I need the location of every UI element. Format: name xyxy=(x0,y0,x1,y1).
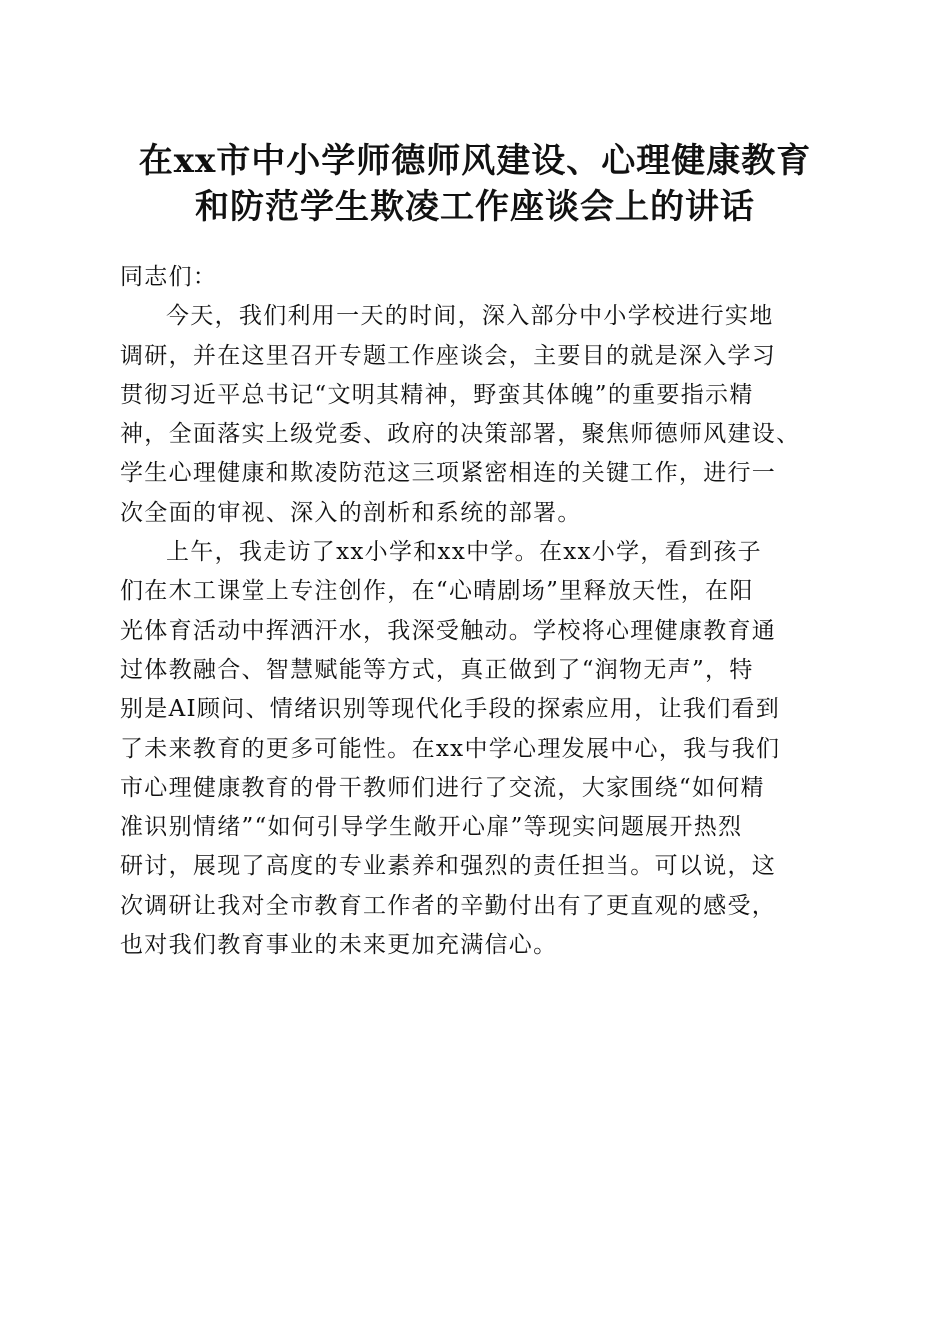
paragraph-1 xyxy=(120,297,825,533)
paragraph-line: 市心理健康教育的骨干教师们进行了交流，大家围绕“如何精 xyxy=(120,774,765,801)
paragraph-line: 今天，我们利用一天的时间，深入部分中小学校进行实地 xyxy=(166,303,774,330)
paragraph-line: 调研，并在这里召开专题工作座谈会，主要目的就是深入学习 xyxy=(120,342,777,369)
paragraph-line: 学生心理健康和欺凌防范这三项紧密相连的关键工作，进行一 xyxy=(120,460,777,487)
paragraph-line: 了未来教育的更多可能性。在xx中学心理发展中心，我与我们 xyxy=(120,735,781,762)
salutation: 同志们： xyxy=(120,264,218,290)
title-line-1: 在xx市中小学师德师风建设、心理健康教育 xyxy=(138,141,812,181)
paragraph-line: 研讨，展现了高度的专业素养和强烈的责任担当。可以说，这 xyxy=(120,853,777,880)
paragraph-line: 贯彻习近平总书记“文明其精神，野蛮其体魄”的重要指示精 xyxy=(120,381,754,408)
paragraph-line: 神，全面落实上级党委、政府的决策部署，聚焦师德师风建设、 xyxy=(120,421,801,448)
paragraph-line: 上午，我走访了xx小学和xx中学。在xx小学，看到孩子 xyxy=(166,539,762,566)
paragraph-line: 们在木工课堂上专注创作，在“心晴剧场”里释放天性，在阳 xyxy=(120,578,754,605)
paragraph-line: 次调研让我对全市教育工作者的辛勤付出有了更直观的感受， xyxy=(120,892,777,919)
paragraph-line: 别是AI顾问、情绪识别等现代化手段的探索应用，让我们看到 xyxy=(120,696,781,723)
paragraph-line: 也对我们教育事业的未来更加充满信心。 xyxy=(120,932,558,959)
title-line-2: 和防范学生欺凌工作座谈会上的讲话 xyxy=(195,187,755,227)
paragraph-line: 过体教融合、智慧赋能等方式，真正做到了“润物无声”，特 xyxy=(120,656,754,683)
paragraph-2 xyxy=(120,533,825,965)
document-body xyxy=(120,258,825,965)
paragraph-line: 次全面的审视、深入的剖析和系统的部署。 xyxy=(120,499,582,526)
paragraph-line: 光体育活动中挥洒汗水，我深受触动。学校将心理健康教育通 xyxy=(120,617,777,644)
paragraph-line: 准识别情绪”“如何引导学生敞开心扉”等现实问题展开热烈 xyxy=(120,814,743,841)
document-title xyxy=(60,138,890,230)
